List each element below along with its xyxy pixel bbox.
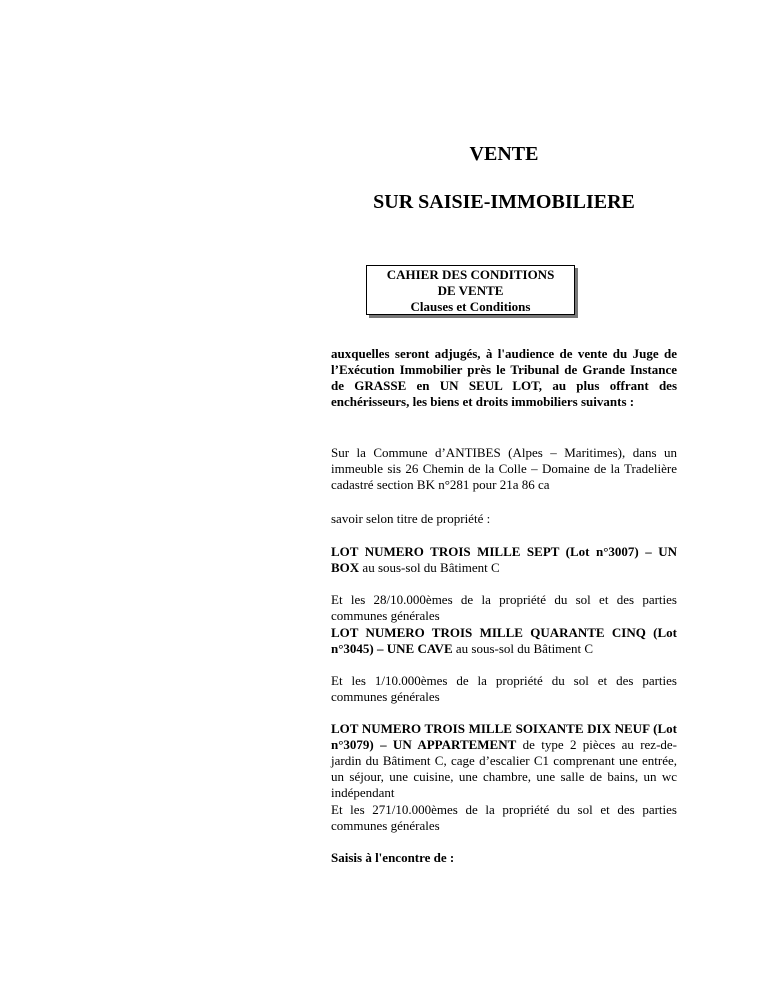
cahier-box [366, 265, 575, 315]
cahier-box-line3: Clauses et Conditions [410, 299, 531, 314]
cahier-box-line2: DE VENTE [437, 283, 504, 298]
lot-paragraph [331, 544, 677, 576]
lot-quote-paragraph: Et les 28/10.000èmes de la propriété du sol et des parties communes générales [331, 592, 677, 623]
savoir-paragraph: savoir selon titre de propriété : [331, 511, 491, 526]
intro-paragraph: auxquelles seront adjugés, à l'audience de vente du Juge de l’Exécution Immobilier près le Tribunal de Grande Instance de GRASSE en UN SEUL LOT, au plus offrant des enchérisseurs, les biens et droits immobiliers suivants : [331, 346, 677, 409]
title-vente: VENTE [469, 143, 539, 165]
lot-title: LOT NUMERO TROIS MILLE QUARANTE CINQ (Lot n°3045) – UNE CAVE [331, 625, 677, 656]
cahier-box-line1: CAHIER DES CONDITIONS [386, 267, 555, 282]
saisis-heading: Saisis à l'encontre de : [331, 850, 455, 865]
lot-paragraph [331, 625, 677, 657]
lot-quote-paragraph: Et les 271/10.000èmes de la propriété du sol et des parties communes générales [331, 802, 677, 833]
lot-description: au sous-sol du Bâtiment C [359, 560, 500, 575]
lot-paragraph [331, 721, 677, 801]
title-saisie-immobiliere: SUR SAISIE-IMMOBILIERE [373, 191, 635, 213]
lot-description: de type 2 pièces au rez-de-jardin du Bâtiment C, cage d’escalier C1 comprenant une entrée, un séjour, une cuisine, une chambre, une salle de bains, un wc indépendant [331, 737, 677, 800]
lot-title: LOT NUMERO TROIS MILLE SEPT (Lot n°3007) – UN BOX [331, 544, 677, 575]
lot-quote-paragraph: Et les 1/10.000èmes de la propriété du sol et des parties communes générales [331, 673, 677, 704]
lot-title: LOT NUMERO TROIS MILLE SOIXANTE DIX NEUF (Lot n°3079) – UN APPARTEMENT [331, 721, 677, 752]
commune-paragraph: Sur la Commune d’ANTIBES (Alpes – Maritimes), dans un immeuble sis 26 Chemin de la Colle – Domaine de la Tradelière cadastré section BK n°281 pour 21a 86 ca [331, 445, 677, 492]
lot-description: au sous-sol du Bâtiment C [452, 641, 594, 656]
